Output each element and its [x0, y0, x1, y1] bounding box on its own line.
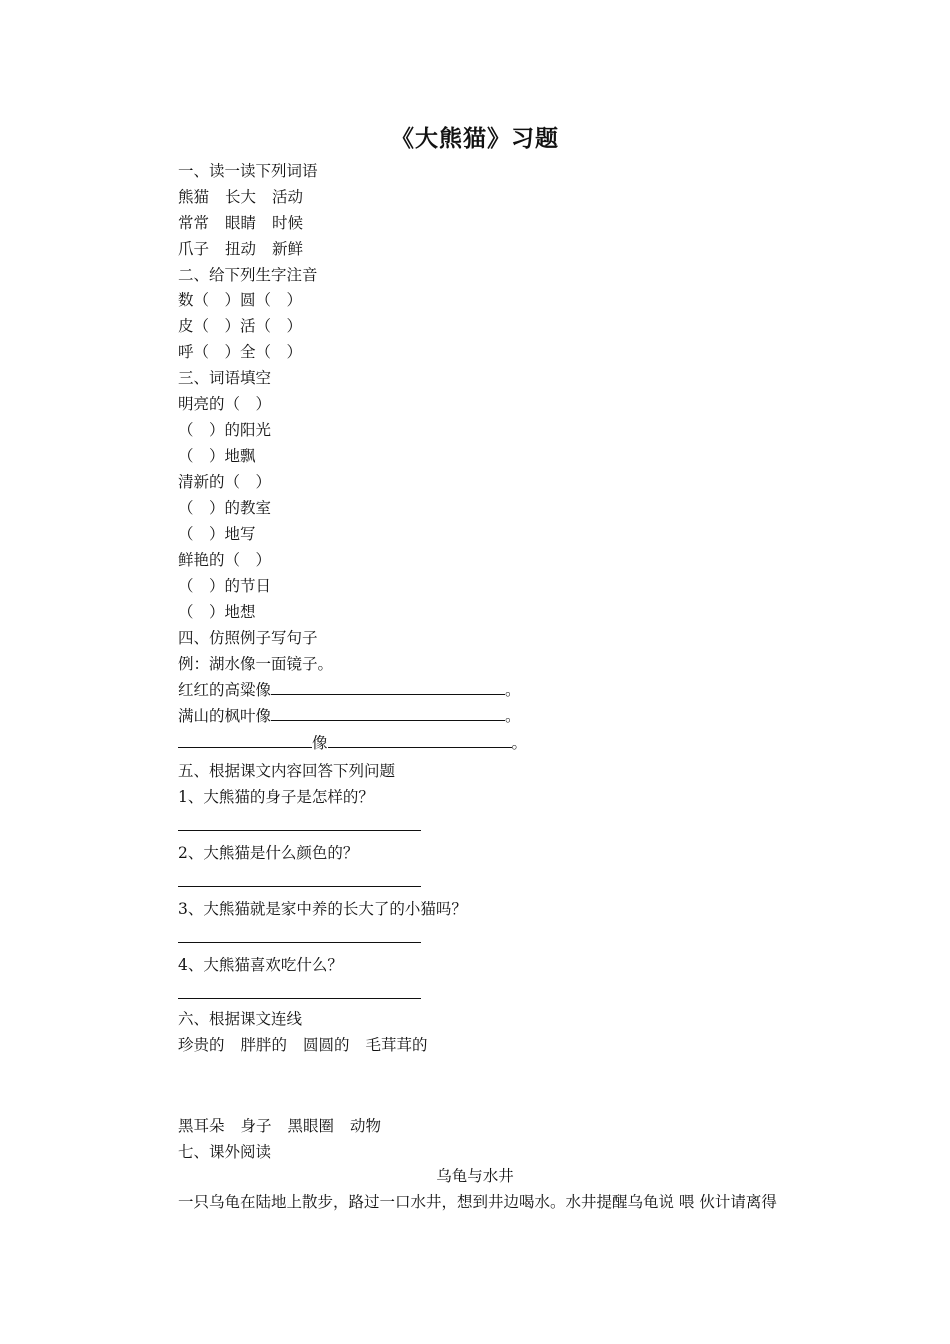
story-title: 乌龟与水井 [436, 1167, 514, 1185]
word: 眼睛 [225, 214, 257, 232]
match-word[interactable]: 黑耳朵 [178, 1117, 225, 1135]
word: 扭动 [225, 240, 257, 258]
sentence-prefix: 红红的高粱像 [178, 681, 272, 699]
answer-blank[interactable] [271, 680, 505, 695]
sentence-line-2 [178, 706, 521, 726]
fill-item: 鲜艳的（ ） [178, 551, 272, 569]
word: 常常 [178, 214, 210, 232]
match-bottom-row [178, 1116, 381, 1136]
match-word[interactable]: 身子 [240, 1117, 272, 1135]
sentence-middle: 像 [312, 734, 328, 752]
word: 熊猫 [178, 188, 210, 206]
word: 时候 [272, 214, 304, 232]
match-word[interactable]: 黑眼圈 [287, 1117, 335, 1135]
answer-blank[interactable] [178, 733, 312, 748]
fill-item: （ ）地飘 [178, 447, 256, 465]
word: 活动 [272, 188, 304, 206]
match-word[interactable]: 动物 [350, 1117, 382, 1135]
sentence-prefix: 满山的枫叶像 [178, 707, 272, 725]
section7-heading: 七、课外阅读 [178, 1143, 272, 1161]
match-word[interactable]: 圆圆的 [303, 1036, 350, 1054]
pinyin-row: 数（ ）圆（ ） [178, 291, 303, 309]
page-title: 《大熊猫》习题 [391, 125, 559, 152]
answer-blank[interactable] [271, 706, 505, 721]
question-3: 3、大熊猫就是家中养的长大了的小猫吗？ [178, 900, 467, 918]
section6-heading: 六、根据课文连线 [178, 1010, 303, 1028]
fill-item: （ ）地想 [178, 603, 256, 621]
example-sentence: 例：湖水像一面镜子。 [178, 655, 334, 673]
section1-heading: 一、读一读下列词语 [178, 162, 318, 180]
answer-line[interactable] [178, 998, 421, 999]
word-row-3 [178, 239, 303, 259]
section2-heading: 二、给下列生字注音 [178, 266, 318, 284]
word: 爪子 [178, 240, 210, 258]
word-row-1 [178, 187, 303, 207]
answer-line[interactable] [178, 942, 421, 943]
answer-line[interactable] [178, 886, 421, 887]
word: 新鲜 [272, 240, 304, 258]
story-text: 一只乌龟在陆地上散步，路过一口水井，想到井边喝水。水井提醒乌龟说 喂 伙计请离得 [178, 1193, 777, 1211]
pinyin-row: 皮（ ）活（ ） [178, 317, 303, 335]
question-2: 2、大熊猫是什么颜色的？ [178, 844, 359, 862]
match-top-row [178, 1035, 428, 1055]
sentence-line-1 [178, 680, 521, 700]
word: 长大 [225, 188, 257, 206]
answer-line[interactable] [178, 830, 421, 831]
section5-heading: 五、根据课文内容回答下列问题 [178, 762, 396, 780]
period: 。 [505, 681, 521, 699]
section3-heading: 三、词语填空 [178, 369, 272, 387]
match-word[interactable]: 珍贵的 [178, 1036, 225, 1054]
period: 。 [511, 734, 528, 752]
fill-item: 明亮的（ ） [178, 395, 272, 413]
fill-item: （ ）地写 [178, 525, 256, 543]
pinyin-row: 呼（ ）全（ ） [178, 343, 303, 361]
sentence-line-3 [178, 733, 527, 753]
match-word[interactable]: 毛茸茸的 [365, 1036, 428, 1054]
word-row-2 [178, 213, 303, 233]
section4-heading: 四、仿照例子写句子 [178, 629, 318, 647]
period: 。 [505, 707, 521, 725]
fill-item: （ ）的节日 [178, 577, 272, 595]
fill-item: （ ）的阳光 [178, 421, 272, 439]
fill-item: （ ）的教室 [178, 499, 272, 517]
question-4: 4、大熊猫喜欢吃什么？ [178, 956, 343, 974]
fill-item: 清新的（ ） [178, 473, 272, 491]
question-1: 1、大熊猫的身子是怎样的？ [178, 788, 374, 806]
answer-blank[interactable] [328, 733, 512, 748]
match-word[interactable]: 胖胖的 [240, 1036, 288, 1054]
